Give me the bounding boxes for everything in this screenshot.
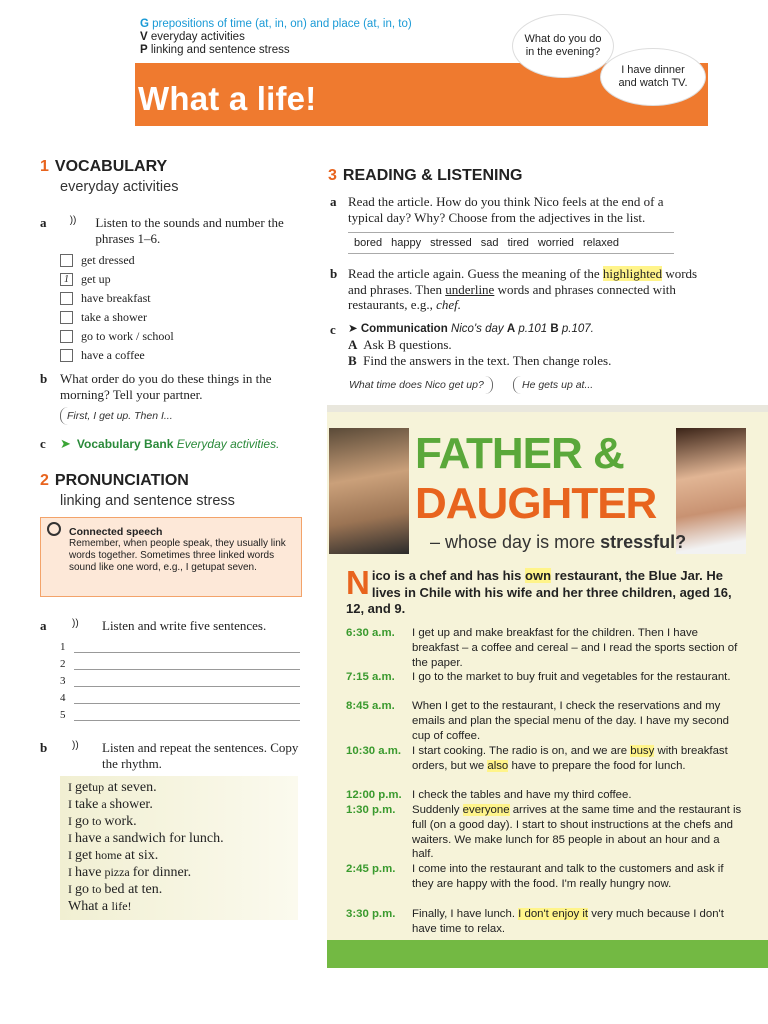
- line-number: 4: [60, 692, 66, 704]
- entry-text-part: Finally, I have lunch.: [412, 908, 515, 920]
- sentence-part: bed: [104, 882, 125, 897]
- adjective: worried: [537, 237, 574, 249]
- line-number: 3: [60, 675, 66, 687]
- role-b-letter: B: [348, 352, 357, 368]
- timeline-entry: [346, 670, 746, 685]
- timeline-entry: [346, 788, 746, 803]
- dropcap: N: [346, 564, 370, 601]
- task-text: Listen to the sounds and number the phrases 1–6.: [95, 215, 284, 246]
- entry-text-part: arrives at the same time and the restaurant is full (on a good day). I start to shout instructions at the chefs and waiters. We make lunch for 85 people in about an hour and a half.: [412, 804, 742, 861]
- reading-task-b: [330, 266, 710, 313]
- magnifier-icon: [47, 522, 61, 536]
- vocab-bank-topic: Everyday activities.: [176, 437, 280, 451]
- daughter-photo: [676, 428, 746, 554]
- task-text: Read the article. How do you think Nico feels at the end of a typical day? Why? Choose from the adjectives in the list.: [348, 194, 664, 225]
- entry-time: 8:45 a.m.: [346, 700, 395, 712]
- entry-time: 1:30 p.m.: [346, 804, 396, 816]
- number-box[interactable]: [60, 311, 73, 324]
- role-b-instruction: Find the answers in the text. Then change roles.: [363, 352, 612, 368]
- section-title: READING & LISTENING: [342, 167, 523, 184]
- bubble-answer-text: I have dinner and watch TV.: [618, 64, 688, 89]
- sentence-part: get: [75, 780, 93, 795]
- sentence-part: take: [75, 797, 99, 812]
- repeat-sentence: [68, 830, 290, 847]
- sentence-part: pizza: [101, 865, 133, 879]
- vocab-checklist: [60, 251, 260, 365]
- arrow-icon: ➤: [348, 323, 358, 335]
- checklist-phrase: have a coffee: [81, 348, 145, 362]
- entry-text-part: have to prepare the food for lunch.: [511, 759, 686, 772]
- answer-line[interactable]: [60, 704, 300, 721]
- number-box[interactable]: [60, 330, 73, 343]
- entry-text: [412, 744, 742, 774]
- repeat-sentence: [68, 898, 290, 915]
- entry-text-part: Suddenly: [412, 804, 460, 816]
- communication-topic: Nico's day: [450, 323, 504, 335]
- section-2-subheading: linking and sentence stress: [60, 493, 235, 509]
- section-1-heading: [40, 158, 167, 176]
- sentence-part: dinner.: [149, 865, 192, 880]
- task-label: c: [330, 322, 336, 337]
- entry-text: I go to the market to buy fruit and vegetables for the restaurant.: [412, 671, 731, 683]
- highlight-word: I don't enjoy it: [518, 908, 589, 920]
- section-number: 3: [328, 167, 337, 184]
- sentence-box: [60, 776, 298, 920]
- sentence-part: for: [132, 865, 150, 880]
- entry-text-part: I start cooking. The radio is on, and we are: [412, 745, 628, 757]
- checklist-item: [60, 289, 260, 308]
- sentence-part: I: [68, 865, 75, 879]
- bubble-question-text: What do you do in the evening?: [524, 33, 602, 58]
- tip-title: Connected speech: [69, 526, 163, 538]
- repeat-sentence: [68, 813, 290, 830]
- task-text: Listen and write five sentences.: [102, 618, 267, 633]
- task-text-part: Read the article again. Guess the meaning of the: [348, 266, 600, 281]
- sentence-part: sandwich: [112, 831, 166, 846]
- task-label: c: [40, 436, 46, 451]
- tip-box: [40, 517, 302, 597]
- adjective-list: [348, 232, 674, 254]
- timeline-entry: [346, 744, 746, 774]
- audio-icon[interactable]: )): [72, 618, 79, 629]
- page-ref-b: p.107.: [561, 323, 594, 335]
- pron-task-a: [40, 618, 302, 634]
- repeat-sentence: [68, 796, 290, 813]
- article-subtitle: [430, 532, 686, 553]
- adjective: happy: [391, 237, 422, 249]
- sentence-part: have: [75, 831, 102, 846]
- task-label: a: [330, 194, 337, 209]
- timeline-entry: [346, 907, 746, 937]
- write-line[interactable]: [74, 660, 300, 670]
- article-intro: [346, 564, 746, 618]
- sentence-part: I: [68, 831, 75, 845]
- checklist-item: [60, 270, 260, 289]
- repeat-sentence: [68, 847, 290, 864]
- highlight-word: own: [525, 568, 552, 583]
- answer-line[interactable]: [60, 670, 300, 687]
- sentence-part: home: [92, 848, 125, 862]
- sentence-part: I: [68, 882, 75, 896]
- vocab-letter: V: [140, 31, 148, 43]
- article-title-2: DAUGHTER: [415, 479, 657, 528]
- vocab-objective: everyday activities: [150, 31, 245, 43]
- number-box[interactable]: [60, 349, 73, 362]
- task-label: b: [40, 740, 48, 755]
- sentence-part: to: [89, 882, 105, 896]
- sentence-part: go: [75, 814, 89, 829]
- lesson-objectives: [140, 18, 412, 57]
- highlight-word: highlighted: [602, 266, 663, 281]
- entry-text: When I get to the restaurant, I check the reservations and my emails and plan the special menu of the day. I have my second cup of coffee.: [412, 700, 730, 742]
- arrow-icon: ➤: [60, 436, 71, 451]
- checklist-phrase: get up: [81, 272, 111, 286]
- checklist-phrase: have breakfast: [81, 291, 151, 305]
- checklist-phrase: get dressed: [81, 253, 135, 267]
- timeline-entry: [346, 699, 746, 743]
- sentence-part: for lunch.: [165, 831, 224, 846]
- answer-line[interactable]: [60, 687, 300, 704]
- adjective: stressed: [430, 237, 472, 249]
- checklist-item: [60, 346, 260, 365]
- reading-task-a: [330, 194, 710, 225]
- section-2-heading: [40, 472, 189, 490]
- section-1-subheading: everyday activities: [60, 179, 179, 195]
- page-ref-a: p.101: [518, 323, 548, 335]
- section-title: VOCABULARY: [54, 158, 168, 175]
- sentence-part: a: [98, 899, 112, 914]
- adjective: tired: [507, 237, 529, 249]
- sentence-part: to: [89, 814, 105, 828]
- entry-time: 6:30 a.m.: [346, 627, 395, 639]
- sentence-part: I: [68, 848, 75, 862]
- entry-text: I check the tables and have my third coffee.: [412, 789, 632, 801]
- audio-icon[interactable]: )): [69, 215, 77, 226]
- sentence-part: I: [68, 797, 75, 811]
- vocab-bank-label: Vocabulary Bank: [76, 437, 174, 451]
- sentence-part: a: [101, 831, 113, 845]
- intro-text: ico is a chef and has his: [371, 568, 522, 583]
- number-box[interactable]: [60, 292, 73, 305]
- reading-task-c: [330, 322, 710, 368]
- sentence-part: I: [68, 780, 75, 794]
- write-line[interactable]: [74, 677, 300, 687]
- entry-text: [412, 907, 742, 937]
- sentence-part: get: [75, 848, 93, 863]
- repeat-sentence: [68, 864, 290, 881]
- answer-lines: [60, 636, 300, 721]
- communication-label: Communication: [360, 323, 448, 335]
- subtitle-bold: stressful?: [600, 532, 687, 552]
- sentence-part: seven.: [121, 780, 157, 795]
- adjective: bored: [354, 237, 383, 249]
- line-number: 1: [60, 641, 66, 653]
- repeat-sentence: [68, 779, 290, 796]
- subtitle-text: – whose day is more: [430, 532, 596, 552]
- underline-word: underline: [445, 281, 495, 297]
- pron-objective: linking and sentence stress: [150, 44, 290, 56]
- checklist-phrase: take a shower: [81, 310, 147, 324]
- task-label: a: [40, 618, 47, 633]
- entry-text: I come into the restaurant and talk to the customers and ask if they are happy with the food. I'm really hungry now.: [412, 863, 724, 890]
- checklist-phrase: go to work / school: [81, 329, 174, 343]
- communication-link[interactable]: [348, 322, 708, 337]
- vocab-task-c: [40, 436, 279, 452]
- intro-text: restaurant, the Blue Jar. He lives in Chile with his wife and her three children, aged 16, 12, and 9.: [346, 568, 732, 616]
- role-a-letter: A: [348, 337, 358, 352]
- role-b: B: [550, 323, 559, 335]
- section-number: 2: [40, 472, 49, 489]
- highlight-word: also: [487, 759, 509, 772]
- sentence-part: go: [75, 882, 89, 897]
- timeline-entry: [346, 803, 746, 862]
- father-photo: [329, 428, 409, 554]
- sentence-part: up: [92, 780, 105, 794]
- article-title-1: FATHER &: [415, 429, 624, 478]
- entry-text-part: very much because I don't have time to relax.: [412, 908, 724, 935]
- write-line[interactable]: [74, 711, 300, 721]
- example-word: chef.: [436, 297, 461, 312]
- task-text: Listen and repeat the sentences. Copy the rhythm.: [102, 740, 299, 771]
- highlight-word: everyone: [462, 804, 510, 816]
- role-a: A: [506, 323, 516, 335]
- audio-icon[interactable]: )): [72, 740, 79, 751]
- task-text: What order do you do these things in the morning? Tell your partner.: [60, 371, 272, 402]
- number-box[interactable]: 1: [60, 273, 73, 286]
- section-title: PRONUNCIATION: [54, 472, 189, 489]
- sentence-part: at: [124, 848, 135, 863]
- task-text-part: words and phrases. Then: [348, 266, 698, 297]
- tip-text: Remember, when people speak, they usually link words together. Sometimes three linked words sound like one word, e.g., I getupat seven.: [69, 538, 286, 573]
- highlight-word: busy: [630, 745, 655, 757]
- sentence-part: What: [68, 899, 99, 914]
- task-label: a: [40, 215, 47, 230]
- page-title: What a life!: [138, 80, 317, 117]
- line-number: 2: [60, 658, 66, 670]
- adjective: sad: [480, 237, 499, 249]
- write-line[interactable]: [74, 643, 300, 653]
- timeline-entry: [346, 626, 746, 670]
- number-box[interactable]: [60, 254, 73, 267]
- adjective: relaxed: [582, 237, 620, 249]
- task-label: b: [330, 266, 338, 281]
- vocab-bank-link[interactable]: [77, 437, 280, 451]
- sentence-part: at: [104, 780, 122, 795]
- entry-time: 2:45 p.m.: [346, 863, 396, 875]
- entry-time: 3:30 p.m.: [346, 908, 396, 920]
- pron-letter: P: [140, 44, 148, 56]
- sentence-part: at ten.: [124, 882, 163, 897]
- sentence-part: life!: [111, 899, 132, 913]
- entry-text: I get up and make breakfast for the children. Then I have breakfast – a coffee and cereal – and I read the sports section of the paper.: [412, 627, 738, 669]
- vocab-task-a: [40, 215, 310, 246]
- entry-text-part: with breakfast orders, but we: [412, 745, 728, 772]
- speech-bubble-question: [512, 14, 614, 78]
- vocab-task-b: [40, 371, 302, 402]
- checklist-item: [60, 251, 260, 270]
- entry-time: 7:15 a.m.: [346, 671, 395, 683]
- section-number: 1: [40, 158, 49, 175]
- grammar-objective: prepositions of time (at, in, on) and place (at, in, to): [152, 18, 412, 30]
- section-3-heading: [328, 167, 522, 185]
- entry-time: 12:00 p.m.: [346, 789, 402, 801]
- entry-text: [412, 803, 742, 862]
- sentence-part: a: [98, 797, 110, 811]
- pron-task-b: [40, 740, 302, 771]
- speech-answer: He gets up at...: [513, 376, 593, 394]
- sentence-part: six.: [134, 848, 159, 863]
- role-a-instruction: Ask B questions.: [363, 337, 452, 352]
- article-footer-bar: [327, 940, 768, 968]
- checklist-item: [60, 327, 260, 346]
- sentence-part: I: [68, 814, 75, 828]
- grammar-letter: G: [140, 18, 149, 30]
- speech-question: What time does Nico get up?: [349, 376, 493, 394]
- sentence-part: have: [75, 865, 102, 880]
- timeline-entry: [346, 862, 746, 892]
- answer-line[interactable]: [60, 636, 300, 653]
- task-text-part: words and phrases connected with restaurants, e.g.,: [348, 281, 676, 312]
- repeat-sentence: [68, 881, 290, 898]
- task-text: [348, 266, 708, 313]
- speech-bubble-answer: [600, 48, 706, 106]
- task-label: b: [40, 371, 48, 386]
- sentence-part: shower.: [109, 797, 153, 812]
- write-line[interactable]: [74, 694, 300, 704]
- speech-example: First, I get up. Then I...: [60, 407, 173, 425]
- entry-time: 10:30 a.m.: [346, 745, 402, 757]
- checklist-item: [60, 308, 260, 327]
- sentence-part: work.: [104, 814, 137, 829]
- answer-line[interactable]: [60, 653, 300, 670]
- line-number: 5: [60, 709, 66, 721]
